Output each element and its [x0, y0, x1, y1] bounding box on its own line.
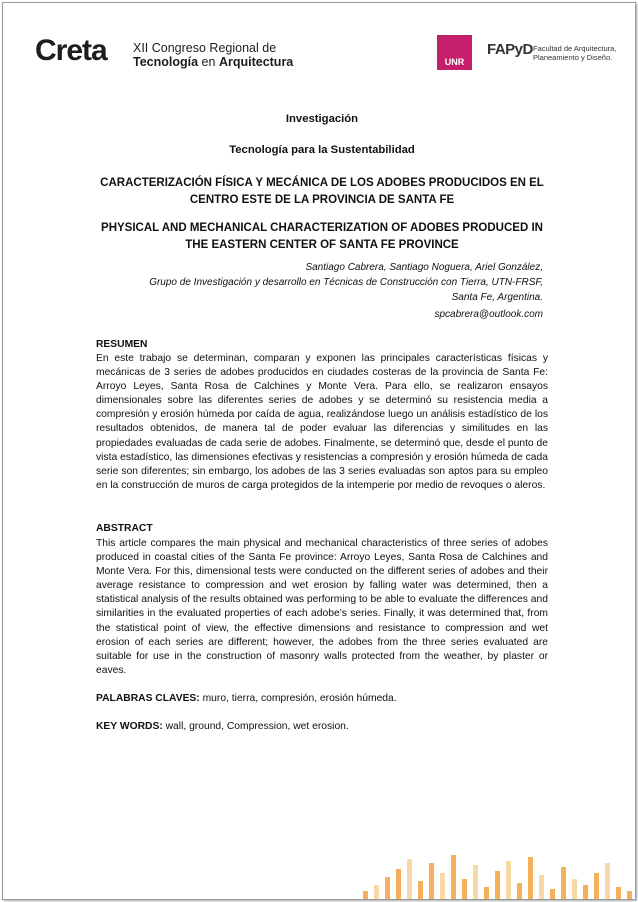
fapyd-subtitle: Facultad de Arquitectura, Planeamiento y Diseño. [533, 44, 617, 62]
title-english: PHYSICAL AND MECHANICAL CHARACTERIZATION OF ADOBES PRODUCED IN THE EASTERN CENTER OF SANTA FE PROVINCE [101, 222, 543, 251]
decorative-bar [506, 861, 511, 899]
decorative-bar [363, 891, 368, 899]
decorative-bar [517, 883, 522, 899]
congress-line-1: XII Congreso Regional de [133, 41, 277, 55]
decorative-bar [539, 875, 544, 899]
congress-line-2: Tecnología en Arquitectura [133, 55, 294, 69]
decorative-bar [451, 855, 456, 899]
decorative-bar [561, 867, 566, 899]
decorative-bar [462, 879, 467, 899]
decorative-bar [550, 889, 555, 899]
congress-name [133, 41, 293, 69]
section-label: Investigación [285, 113, 359, 125]
decorative-bar [374, 885, 379, 899]
decorative-bar [594, 873, 599, 899]
author-group: Grupo de Investigación y desarrollo en Técnicas de Construcción con Tierra, UTN-FRSF, [149, 277, 543, 288]
resumen-heading: RESUMEN [96, 339, 148, 350]
decorative-bar [385, 877, 390, 899]
resumen-text: En este trabajo se determinan, comparan y exponen las principales características físicas y mecánicas de 3 series de adobes producidos en ciudades costeras de la provincia de Santa Fe: Arroyo Leyes, Santa Rosa de Calchines y Monte Vera. Para ello, se realizaron ensayos dimensionales sobre las diferentes series de adobes y se determinó su resistencia media a compresión y erosión húmeda por caída de agua, realizándose luego un análisis estadístico de los resultados obtenidos, de manera tal de poder evaluar las diferencias y similitudes en las propiedades evaluadas de cada serie de adobes. Finalmente, se determinó que, desde el punto de vista estadístico, las dimensiones efectivas y resistencias a compresión y erosión húmeda de cada serie son diferentes; sin embargo, los adobes de las 3 series evaluadas son aptos para su empleo en la construcción de muros de carga protegidos de la intemperie por medio de revoques o aleros. [96, 353, 548, 491]
decorative-bar [528, 857, 533, 899]
keywords-spanish: PALABRAS CLAVES: muro, tierra, compresión, erosión húmeda. [96, 693, 397, 704]
decorative-bar [429, 863, 434, 899]
abstract-text: This article compares the main physical and mechanical characteristics of three series of adobes produced in coastal cities of the Santa Fe province: Arroyo Leyes, Santa Rosa de Calchines and Monte Vera. For this, dimensional tests were conducted on the different series of adobes and their average resistance to compression and wet erosion by falling water was determined, then a statistical analysis of the results obtained was performing to be able to evaluate the differences and similarities in the evaluated properties of each adobe’s series. Finally, it was determined that, from the statistical point of view, the effective dimensions and resistance to compression and wet erosion of each series are different; however, the adobes from the three series evaluated are suitable for use in the construction of masonry walls protected from the weather, by plaster or eaves. [96, 538, 548, 676]
decorative-bar [484, 887, 489, 899]
fapyd-logo: FAPyD [487, 41, 533, 58]
author-names: Santiago Cabrera, Santiago Noguera, Ariel González, [305, 262, 543, 273]
unr-logo: UNR [437, 35, 472, 70]
decorative-bar [407, 859, 412, 899]
decorative-bar [583, 885, 588, 899]
abstract-heading: ABSTRACT [96, 523, 153, 534]
area-label: Tecnología para la Sustentabilidad [229, 144, 415, 156]
decorative-bar [495, 871, 500, 899]
decorative-bar [572, 879, 577, 899]
paper-page [2, 2, 636, 900]
keywords-english: KEY WORDS: wall, ground, Compression, wet erosion. [96, 721, 349, 732]
decorative-bar [473, 865, 478, 899]
title-spanish: CARACTERIZACIÓN FÍSICA Y MECÁNICA DE LOS ADOBES PRODUCIDOS EN EL CENTRO ESTE DE LA PROVINCIA DE SANTA FE [100, 177, 544, 206]
decorative-bar [440, 873, 445, 899]
decorative-bar [418, 881, 423, 899]
decorative-bars [363, 853, 635, 899]
author-email: spcabrera@outlook.com [434, 309, 543, 320]
decorative-bar [627, 891, 632, 899]
creta-logo: Creta [35, 34, 107, 67]
author-place: Santa Fe, Argentina. [451, 292, 543, 303]
author-block [103, 260, 543, 305]
decorative-bar [396, 869, 401, 899]
decorative-bar [616, 887, 621, 899]
decorative-bar [605, 863, 610, 899]
